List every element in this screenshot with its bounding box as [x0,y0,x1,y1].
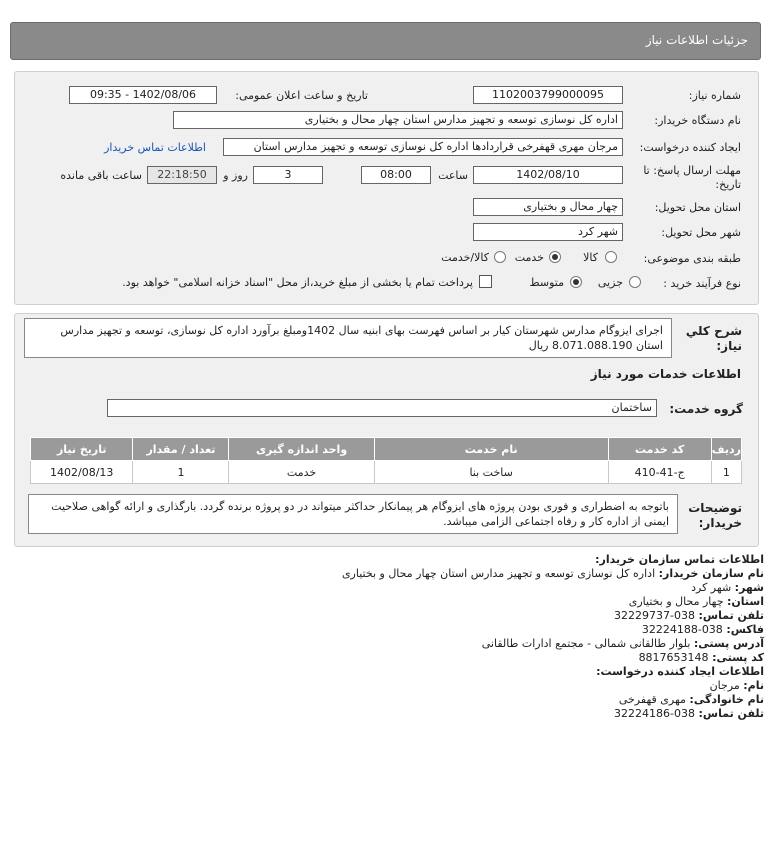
contact-postal-code: کد پستی: 8817653148 [638,651,764,664]
cell-unit: خدمت [229,461,374,484]
services-table [30,437,742,484]
contact-org: نام سازمان خریدار: اداره کل نوسازی توسعه و تجهیز مدارس استان چهار محال و بختیاری [341,567,764,580]
col-service-code: کد خدمت [608,438,711,461]
cell-need-date: 1402/08/13 [31,461,133,484]
col-unit: واحد اندازه گیری [229,438,374,461]
buyer-contact-link[interactable]: اطلاعات تماس خریدار [104,141,206,154]
summary-label-2: نياز: [716,339,742,353]
deadline-date-label: تاریخ: [715,178,741,191]
process-option-minor: جزیی [597,276,623,289]
category-label: طبقه بندی موضوعی: [643,252,741,265]
category-option-service: خدمت [514,251,544,264]
process-label: نوع فرآیند خرید : [663,277,741,290]
announce-label: تاریخ و ساعت اعلان عمومی: [235,89,368,102]
need-number-label: شماره نیاز: [688,89,741,102]
creator-label: ایجاد کننده درخواست: [639,141,741,154]
days-label: روز و [223,169,248,182]
col-need-date: تاریخ نیاز [31,438,133,461]
page-header [10,22,761,60]
process-option-medium: متوسط [529,276,564,289]
summary-label: شرح کلي [685,324,742,338]
deadline-label: مهلت ارسال پاسخ: تا [643,164,741,177]
category-option-goods-service: کالا/خدمت [441,251,489,264]
table-row[interactable] [31,461,742,484]
need-info-panel [14,71,759,305]
creator-info-title: اطلاعات ایجاد کننده درخواست: [596,665,764,678]
remaining-time-field: 22:18:50 [147,166,217,184]
buyer-notes-label-2: خریدار: [698,516,742,530]
process-radio-medium[interactable] [570,276,582,288]
category-radio-goods[interactable] [605,251,617,263]
creator-field[interactable]: مرجان مهری قهفرخی قراردادها اداره کل نوسازی توسعه و تجهیز مدارس استان [223,138,623,156]
category-radio-goods-service[interactable] [494,251,506,263]
creator-phone: تلفن تماس: 038-32224186 [614,707,764,720]
deadline-time-label: ساعت [438,169,468,182]
announce-field[interactable]: 1402/08/06 - 09:35 [69,86,217,104]
buyer-field[interactable]: اداره کل نوسازی توسعه و تجهیز مدارس استان چهار محال و بختیاری [173,111,623,129]
buyer-notes-text: باتوجه به اضطراری و فوری بودن پروژه های ایزوگام هر پیمانکار حداکثر میتواند در دو پروژه برنده گردد. بارگذاری و ارائه گواهی صلاحیت ایمنی از اداره کار و رفاه اجتماعی الزامی میباشد. [28,494,678,534]
col-row: ردیف [711,438,741,461]
need-number-field[interactable]: 1102003799000095 [473,86,623,104]
city-field[interactable]: شهر کرد [473,223,623,241]
deadline-time-field[interactable]: 08:00 [361,166,431,184]
category-option-goods: کالا [583,251,598,264]
creator-last-name: نام خانوادگی: مهری قهفرخی [618,693,764,706]
col-service-name: نام خدمت [374,438,608,461]
days-field[interactable]: 3 [253,166,323,184]
category-radio-service[interactable] [549,251,561,263]
col-quantity: تعداد / مقدار [133,438,229,461]
deadline-date-field[interactable]: 1402/08/10 [473,166,623,184]
remaining-label: ساعت باقی مانده [60,169,142,182]
service-group-field[interactable]: ساختمان [107,399,657,417]
buyer-label: نام دستگاه خریدار: [654,114,741,127]
contact-fax: فاکس: 038-32224188 [641,623,764,636]
services-section-title: اطلاعات خدمات مورد نیاز [590,367,741,381]
cell-quantity: 1 [133,461,229,484]
contact-title: اطلاعات تماس سازمان خریدار: [595,553,764,566]
service-group-label: گروه خدمت: [669,402,743,416]
cell-row: 1 [711,461,741,484]
contact-province: استان: چهار محال و بختیاری [628,595,764,608]
cell-service-code: ج-41-410 [608,461,711,484]
creator-first-name: نام: مرجان [709,679,764,692]
province-label: استان محل تحویل: [654,201,741,214]
contact-city: شهر: شهر کرد [691,581,764,594]
process-radio-minor[interactable] [629,276,641,288]
contact-address: آدرس پستی: بلوار طالقانی شمالی - مجتمع ادارات طالقانی [481,637,764,650]
buyer-notes-label: توضیحات [688,501,742,515]
city-label: شهر محل تحویل: [661,226,741,239]
page-title: جزئیات اطلاعات نیاز [645,33,748,47]
treasury-payment-text: پرداخت تمام یا بخشی از مبلغ خرید،از محل "اسناد خزانه اسلامی" خواهد بود. [122,276,473,289]
services-table-header [31,438,742,461]
province-field[interactable]: چهار محال و بختیاری [473,198,623,216]
treasury-payment-checkbox[interactable] [479,275,492,288]
cell-service-name: ساخت بنا [374,461,608,484]
contact-phone: تلفن تماس: 038-32229737 [614,609,764,622]
summary-text: اجرای ایزوگام مدارس شهرستان کیار بر اساس فهرست بهای ابنیه سال 1402ومبلغ برآورد اداره کل نوسازی، توسعه و تجهیز مدارس استان 8.071.088.190 ریال [24,318,672,358]
